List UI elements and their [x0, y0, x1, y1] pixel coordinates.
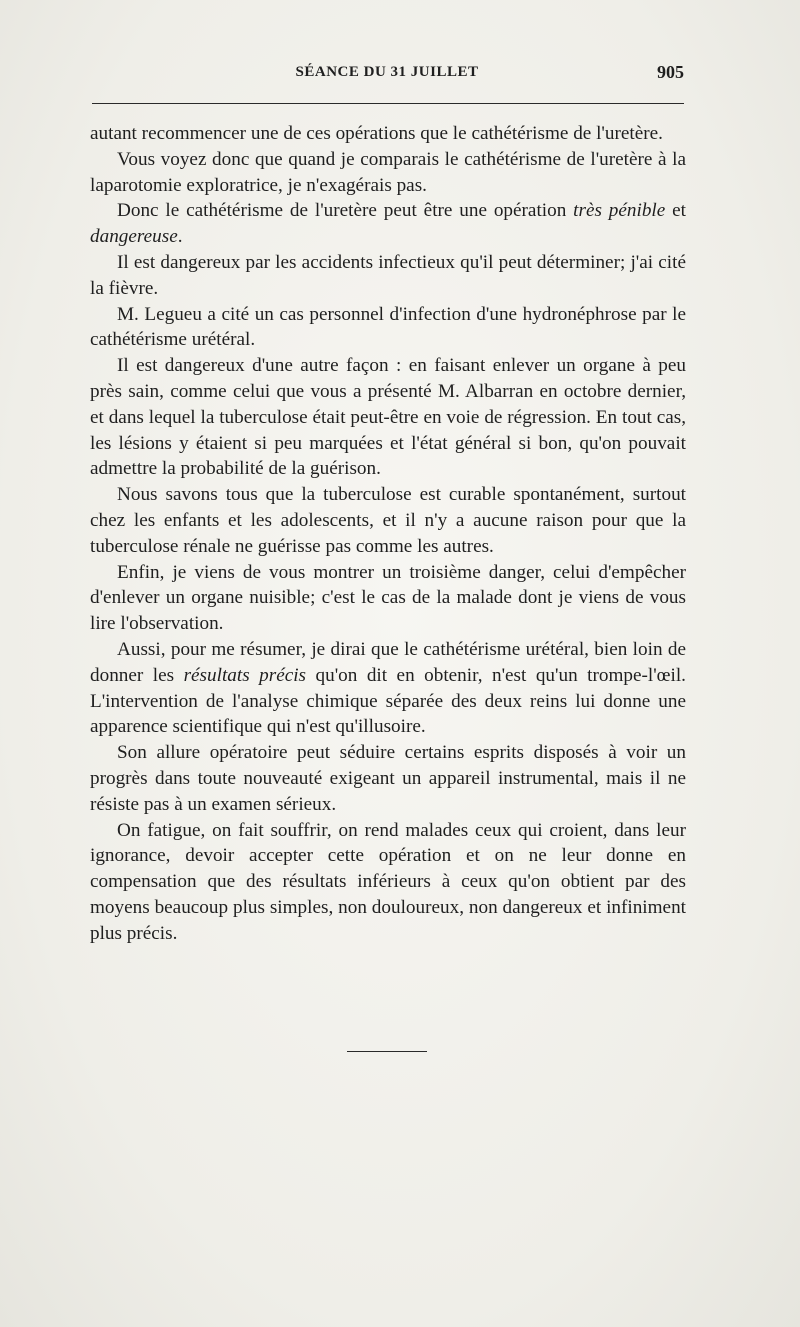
paragraph: Il est dangereux d'une autre façon : en faisant enlever un organe à peu près sain, comme celui que vous a présenté M. Albarran en octobre dernier, et dans lequel la tuberculose était peut-être en voie de régression. En tout cas, les lésions y étaient si peu marquées et l'état général si bon, qu'on pouvait admettre la probabilité de la guérison. — [90, 355, 686, 480]
end-rule — [347, 1051, 427, 1052]
text-span: Aussi, pour me résumer, je dirai que le cathétérisme urétéral, bien loin de donner les — [90, 638, 686, 686]
italic-text: très pénible — [573, 200, 666, 222]
text-span: . — [177, 226, 183, 248]
paragraph — [90, 637, 686, 740]
italic-text: résultats précis — [183, 664, 307, 686]
page-number: 905 — [657, 62, 684, 82]
paragraph — [90, 198, 686, 250]
body-text — [90, 121, 686, 947]
paragraph: Son allure opératoire peut séduire certains esprits disposés à voir un progrès dans toute nouveauté exigeant un appareil instrumental, mais il ne résiste pas à un examen sérieux. — [90, 742, 686, 815]
text-span: qu'on dit en obtenir, n'est qu'un trompe-l'œil. L'intervention de l'analyse chimique séparée des deux reins lui donne une apparence scientifique qui n'est qu'illusoire. — [90, 664, 686, 738]
running-head — [90, 62, 684, 86]
running-title: SÉANCE DU 31 JUILLET — [295, 64, 479, 80]
paragraph: M. Legueu a cité un cas personnel d'infection d'une hydronéphrose par le cathétérisme urétéral. — [90, 303, 686, 351]
text-span: et — [665, 200, 686, 222]
italic-text: dangereuse — [90, 226, 178, 248]
header-rule — [92, 103, 684, 104]
paragraph: Vous voyez donc que quand je comparais le cathétérisme de l'uretère à la laparotomie exploratrice, je n'exagérais pas. — [90, 148, 686, 196]
paragraph: autant recommencer une de ces opérations que le cathétérisme de l'uretère. — [90, 123, 663, 144]
paragraph: Enfin, je viens de vous montrer un troisième danger, celui d'empêcher d'enlever un organe nuisible; c'est le cas de la malade dont je viens de vous lire l'observation. — [90, 561, 686, 635]
text-span: Donc le cathétérisme de l'uretère peut être une opération — [117, 200, 574, 222]
paragraph: Il est dangereux par les accidents infectieux qu'il peut déterminer; j'ai cité la fièvre. — [90, 251, 686, 299]
paragraph: Nous savons tous que la tuberculose est curable spontanément, surtout chez les enfants et les adolescents, et il n'y a aucune raison pour que la tuberculose rénale ne guérisse pas comme les autres. — [90, 484, 686, 557]
paragraph: On fatigue, on fait souffrir, on rend malades ceux qui croient, dans leur ignorance, devoir accepter cette opération et on ne leur donne en compensation que des résultats inférieurs à ceux qu'on obtient par des moyens beaucoup plus simples, non douloureux, non dangereux et infiniment plus précis. — [90, 819, 686, 944]
